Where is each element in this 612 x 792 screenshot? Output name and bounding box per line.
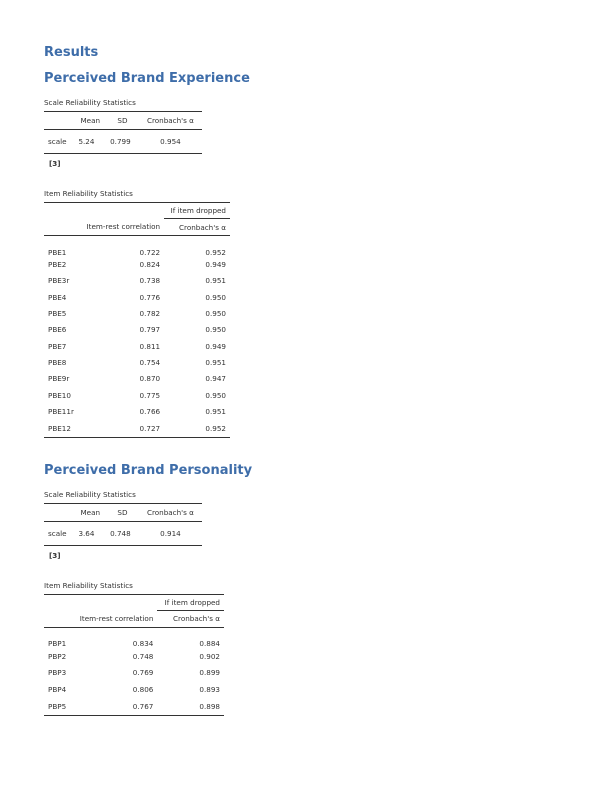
pbp-item-label: PBP1 [48,639,67,649]
pbe-items-col1-header: Item-rest correlation [86,222,161,232]
pbe-scale-mean-header: Mean [80,116,101,125]
pbp-scale-mean-header: Mean [80,507,101,517]
pbp-item-rest-correlation: 0.769 [132,668,154,678]
pbe-item-alpha: 0.952 [205,423,226,433]
pbe-item-label: PBE9r [48,374,70,384]
pbe-item-rest-correlation: 0.776 [139,292,161,302]
pbp-item-label: PBP3 [48,668,67,678]
pbp-scale-table [44,503,202,546]
pbe-item-rest-correlation: 0.811 [139,341,161,351]
pbe-item-rest-correlation: 0.797 [139,325,161,335]
pbe-item-row [44,289,230,305]
pbp-items-table [44,594,224,716]
pbe-item-label: PBE7 [48,341,67,351]
pbe-item-row [44,338,230,354]
pbp-item-alpha: 0.898 [199,701,220,711]
pbe-item-alpha: 0.947 [205,374,226,384]
pbe-item-rest-correlation: 0.722 [139,247,161,257]
pbe-scale-alpha: 0.954 [160,137,181,146]
pbe-item-alpha: 0.950 [205,292,226,302]
pbe-item-label: PBE3r [48,276,70,286]
pbp-item-alpha: 0.884 [199,639,220,649]
pbe-item-row [44,419,230,437]
pbe-scale-sd-header: SD [117,116,128,125]
pbe-item-alpha: 0.950 [205,309,226,319]
pbe-item-alpha: 0.949 [205,260,226,270]
pbe-item-row [44,322,230,338]
pbp-item-alpha: 0.893 [199,684,220,694]
pbe-item-label: PBE11r [48,406,74,416]
pbe-item-row [44,387,230,403]
pbe-item-alpha: 0.950 [205,390,226,400]
pbp-item-rest-correlation: 0.748 [132,652,154,662]
pbe-scale-table [44,111,202,154]
pbe-item-rest-correlation: 0.824 [139,260,161,270]
pbe-item-alpha: 0.951 [205,357,226,367]
pbe-item-label: PBE12 [48,423,71,433]
pbe-item-row [44,257,230,273]
pbp-item-rest-correlation: 0.767 [132,701,154,711]
pbe-scale-caption: Scale Reliability Statistics [44,98,136,107]
pbe-heading: Perceived Brand Experience [44,71,250,86]
pbe-scale-sd: 0.799 [110,137,131,146]
pbe-item-alpha: 0.951 [205,276,226,286]
pbp-item-label: PBP5 [48,701,67,711]
pbp-item-rest-correlation: 0.834 [132,639,154,649]
pbe-item-rest-correlation: 0.738 [139,276,161,286]
pbe-items-caption: Item Reliability Statistics [44,189,133,198]
pbe-item-label: PBE4 [48,292,67,302]
pbe-scale-note: [3] [49,159,61,168]
pbe-item-row [44,236,230,257]
pbp-scale-row-label: scale [48,528,67,538]
pbe-item-rest-correlation: 0.727 [139,423,161,433]
pbe-scale-mean: 5.24 [78,137,95,146]
pbe-item-label: PBE5 [48,309,67,319]
pbp-item-row [44,648,224,664]
pbe-item-rest-correlation: 0.766 [139,406,161,416]
pbe-item-alpha: 0.951 [205,406,226,416]
pbp-scale-note: [3] [49,550,61,560]
pbe-items-group-header: If item dropped [164,203,230,219]
pbp-scale-alpha: 0.914 [160,528,181,538]
pbp-scale-alpha-header: Cronbach's α [146,507,194,517]
pbp-item-row [44,681,224,697]
pbe-scale-row-label: scale [48,137,67,146]
results-page [44,40,584,716]
pbe-item-rest-correlation: 0.870 [139,374,161,384]
pbp-heading: Perceived Brand Personality [44,462,253,478]
pbe-item-row [44,403,230,419]
pbe-item-row [44,273,230,289]
pbp-scale-sd-header: SD [117,507,128,517]
pbe-item-alpha: 0.950 [205,325,226,335]
pbe-item-alpha: 0.952 [205,247,226,257]
pbp-scale-mean: 3.64 [78,528,95,538]
pbe-item-rest-correlation: 0.754 [139,357,161,367]
pbe-item-row [44,305,230,321]
pbe-item-rest-correlation: 0.782 [139,309,161,319]
pbp-item-alpha: 0.902 [199,652,220,662]
pbe-item-label: PBE6 [48,325,67,335]
pbe-items-table [44,202,230,438]
pbp-item-row [44,697,224,715]
pbe-items-col2-header: Cronbach's α [179,222,226,232]
pbp-item-row [44,665,224,681]
pbe-scale-alpha-header: Cronbach's α [146,116,194,125]
pbp-items-col2-header: Cronbach's α [173,614,220,624]
pbp-items-body [44,627,224,715]
pbp-item-label: PBP2 [48,652,67,662]
pbe-item-rest-correlation: 0.775 [139,390,161,400]
pbp-scale-caption: Scale Reliability Statistics [44,489,136,499]
pbp-scale-sd: 0.748 [110,528,131,538]
pbp-items-caption: Item Reliability Statistics [44,580,133,590]
pbe-items-body [44,236,230,438]
pbe-item-label: PBE10 [48,390,71,400]
pbe-item-label: PBE1 [48,247,67,257]
pbe-item-alpha: 0.949 [205,341,226,351]
pbe-item-row [44,354,230,370]
pbp-item-label: PBP4 [48,684,67,694]
pbp-item-alpha: 0.899 [199,668,220,678]
results-heading: Results [44,45,99,60]
pbe-item-row [44,371,230,387]
pbe-item-label: PBE2 [48,260,67,270]
pbp-items-col1-header: Item-rest correlation [79,614,154,624]
pbe-item-label: PBE8 [48,357,67,367]
pbp-item-rest-correlation: 0.806 [132,684,154,694]
pbp-items-group-header: If item dropped [157,594,224,610]
pbp-item-row [44,627,224,648]
